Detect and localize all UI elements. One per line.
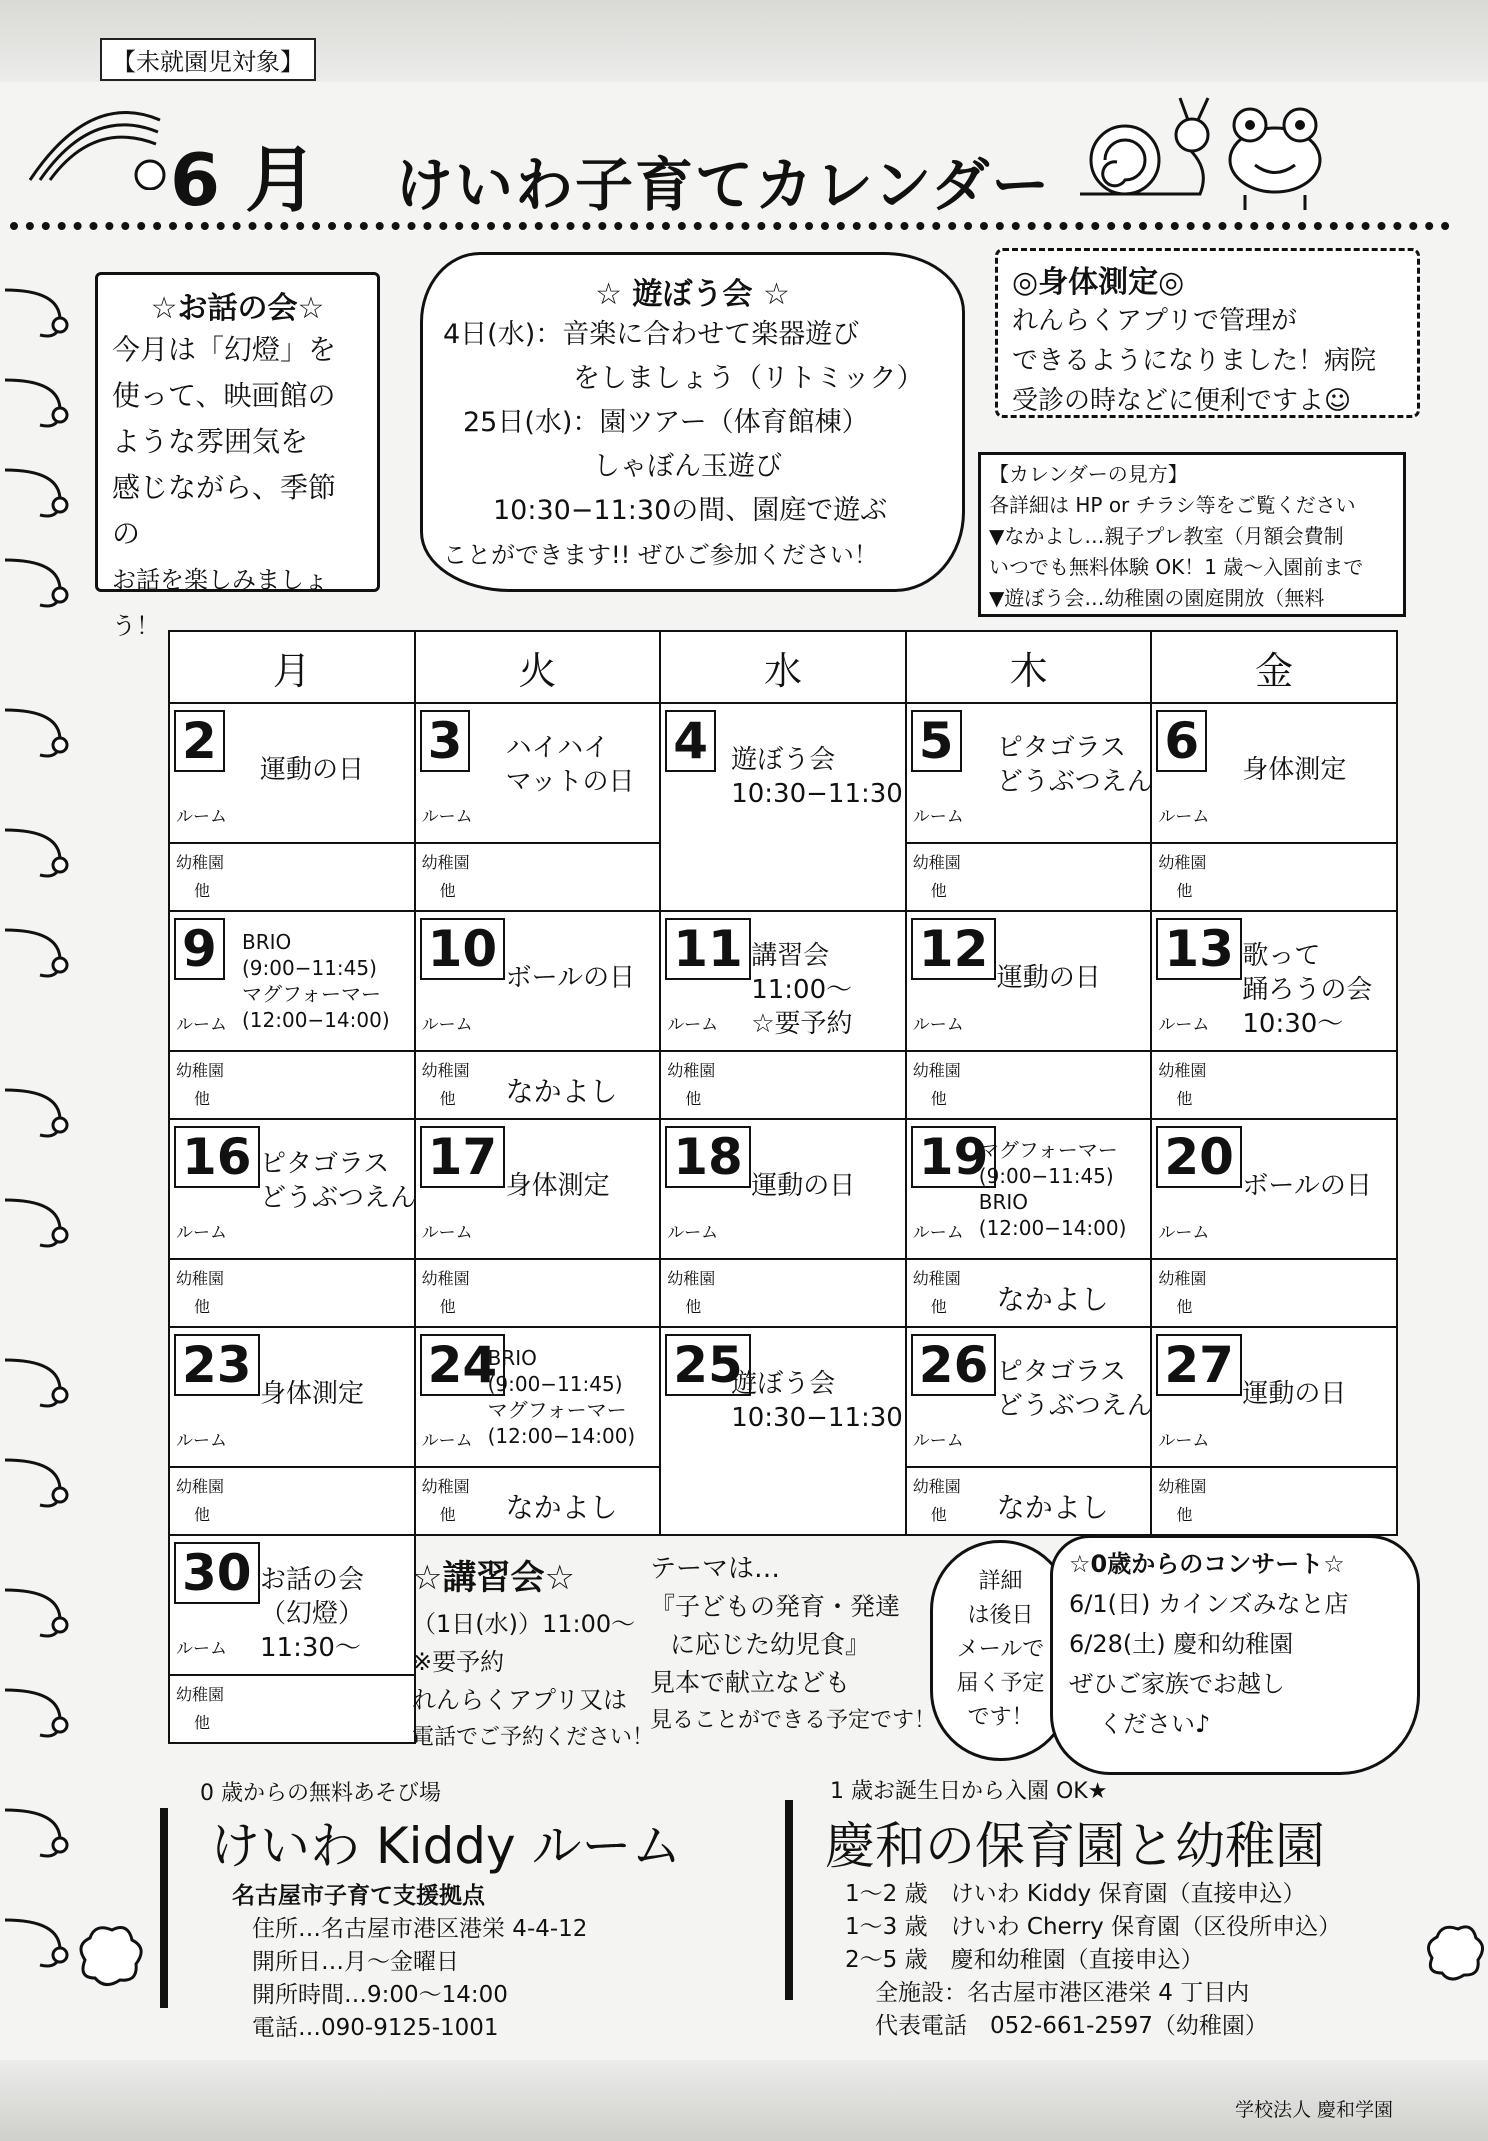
room-label: ルーム	[1158, 1223, 1210, 1243]
day-bottom-event: なかよし	[505, 1075, 618, 1108]
legend-title: 【カレンダーの見方】	[989, 462, 1188, 486]
room-label: ルーム	[176, 1639, 227, 1659]
kindergarten-line: 1〜3 歳 けいわ Cherry 保育園（区役所申込）	[845, 1914, 1342, 1940]
day-number: 10	[420, 918, 506, 980]
day-event: ボールの日	[1242, 1171, 1372, 1201]
day-bottom	[907, 1466, 1151, 1534]
calendar-day-cell	[660, 1327, 906, 1535]
other-label: 他	[194, 1297, 211, 1316]
kinder-label: 幼稚園	[912, 1477, 961, 1496]
day-top	[661, 912, 905, 1050]
weekday-header: 火	[415, 631, 661, 703]
day-number: 25	[665, 1334, 751, 1396]
other-label: 他	[685, 1297, 702, 1316]
kinder-label: 幼稚園	[1158, 1061, 1207, 1080]
day-event: ピタゴラス	[996, 733, 1127, 763]
room-label: ルーム	[912, 1223, 964, 1243]
kinder-label: 幼稚園	[1158, 853, 1207, 872]
theme-line: に応じた幼児食』	[670, 1630, 871, 1659]
day-top	[416, 1328, 660, 1466]
day-event: (12:00−14:00)	[487, 1424, 636, 1448]
day-bottom	[661, 1258, 905, 1326]
calendar-day-cell	[906, 1119, 1152, 1327]
day-number: 2	[174, 710, 225, 772]
concert-line: 6/1(日) カインズみなと店	[1069, 1590, 1349, 1618]
weekday-header: 木	[906, 631, 1152, 703]
kinder-label: 幼稚園	[912, 1269, 961, 1288]
room-label: ルーム	[912, 1431, 964, 1451]
target-tag: 【未就園児対象】	[100, 38, 316, 81]
day-bottom	[170, 842, 414, 910]
room-label: ルーム	[421, 1223, 473, 1243]
calendar-legend	[978, 452, 1406, 617]
day-bottom	[1152, 842, 1396, 910]
room-label: ルーム	[1158, 1431, 1210, 1451]
kindergarten-info	[845, 1878, 1341, 2043]
calendar-day-cell	[415, 911, 661, 1119]
day-top	[170, 912, 414, 1050]
lecture-line: （1日(水)）11:00〜	[412, 1610, 636, 1638]
day-event: 10:30〜	[1242, 1009, 1344, 1039]
kinder-label: 幼稚園	[176, 1269, 225, 1288]
day-event: どうぶつえん	[996, 1391, 1153, 1421]
story-line: ような雰囲気を	[112, 425, 309, 458]
lecture-block	[412, 1550, 662, 1757]
calendar-day-cell	[1151, 911, 1397, 1119]
kinder-label: 幼稚園	[912, 853, 961, 872]
room-label: ルーム	[176, 1015, 227, 1035]
kinder-label: 幼稚園	[667, 1269, 716, 1288]
kinder-label: 幼稚園	[421, 853, 470, 872]
day-top	[416, 1120, 660, 1258]
other-label: 他	[439, 1297, 456, 1316]
day-number: 20	[1156, 1126, 1242, 1188]
day-event: マグフォーマー	[487, 1398, 627, 1422]
day-event: どうぶつえん	[260, 1183, 417, 1213]
kindergarten-title: 慶和の保育園と幼稚園	[825, 1817, 1325, 1875]
asobo-line: をしましょう（リトミック）	[573, 363, 924, 394]
day-bottom	[170, 1674, 414, 1742]
kinder-label: 幼稚園	[1158, 1477, 1207, 1496]
day-top	[170, 1536, 414, 1674]
flower-icon	[1420, 1920, 1488, 1990]
other-label: 他	[194, 881, 211, 900]
rainbow-icon	[20, 80, 170, 190]
other-label: 他	[194, 1713, 211, 1732]
calendar-day-cell	[169, 1119, 415, 1327]
kinder-label: 幼稚園	[1158, 1269, 1207, 1288]
kindergarten-accent-bar	[785, 1800, 793, 2000]
day-bottom	[1152, 1258, 1396, 1326]
day-number: 3	[420, 710, 471, 772]
calendar-day-cell	[415, 703, 661, 911]
day-event: (9:00−11:45)	[487, 1372, 623, 1396]
day-event: BRIO	[978, 1190, 1029, 1214]
other-label: 他	[930, 1089, 947, 1108]
day-bottom	[170, 1258, 414, 1326]
room-label: ルーム	[421, 807, 473, 827]
day-bottom	[170, 1466, 414, 1534]
page-title: けいわ子育てカレンダー	[395, 151, 1052, 219]
day-top	[661, 1120, 905, 1258]
day-event: (12:00−14:00)	[242, 1008, 390, 1032]
calendar-day-cell	[1151, 1327, 1397, 1535]
other-label: 他	[1176, 1505, 1193, 1524]
day-event: マットの日	[505, 767, 635, 797]
room-label: ルーム	[176, 807, 227, 827]
other-label: 他	[1176, 881, 1193, 900]
day-number: 12	[911, 918, 997, 980]
day-top	[907, 912, 1151, 1050]
other-label: 他	[194, 1089, 211, 1108]
day-number: 18	[665, 1126, 751, 1188]
day-number: 24	[420, 1334, 506, 1396]
weekday-header: 月	[169, 631, 415, 703]
kindergarten-subtitle: 1 歳お誕生日から入園 OK★	[830, 1779, 1108, 1804]
calendar-day-cell	[169, 1327, 415, 1535]
kiddy-info	[232, 1880, 587, 2045]
day-event: 身体測定	[260, 1379, 365, 1409]
dotted-divider	[10, 222, 1450, 230]
day-top	[661, 1328, 905, 1534]
day-bottom	[661, 1050, 905, 1118]
day-number: 30	[174, 1542, 260, 1604]
day-top	[1152, 912, 1396, 1050]
kiddy-line: 電話…090-9125-1001	[252, 2015, 499, 2041]
other-label: 他	[1176, 1297, 1193, 1316]
day-top	[170, 704, 414, 842]
concert-title: ☆0歳からのコンサート☆	[1069, 1550, 1345, 1578]
kinder-label: 幼稚園	[176, 1061, 225, 1080]
day-event: 講習会	[751, 941, 830, 971]
day-event: (9:00−11:45)	[978, 1164, 1114, 1188]
day-event: お話の会	[260, 1565, 365, 1595]
day-number: 5	[911, 710, 962, 772]
day-top	[1152, 1328, 1396, 1466]
kinder-label: 幼稚園	[176, 1477, 225, 1496]
room-label: ルーム	[1158, 807, 1210, 827]
calendar-day-cell	[1151, 1119, 1397, 1327]
measure-line: れんらくアプリで管理が	[1012, 306, 1297, 336]
detail-line: メールで	[956, 1637, 1045, 1662]
day-event: 身体測定	[1242, 755, 1347, 785]
day-event: (9:00−11:45)	[242, 956, 377, 980]
room-label: ルーム	[667, 1223, 719, 1243]
other-label: 他	[439, 881, 456, 900]
title-month: 6 月	[170, 138, 318, 222]
room-label: ルーム	[421, 1431, 473, 1451]
day-number: 23	[174, 1334, 260, 1396]
calendar-week-row	[169, 1119, 1397, 1327]
day-bottom-event: なかよし	[996, 1283, 1109, 1316]
day-event: 運動の日	[1242, 1379, 1347, 1409]
day-bottom	[907, 1258, 1151, 1326]
day-event: マグフォーマー	[978, 1138, 1118, 1162]
room-label: ルーム	[421, 1015, 473, 1035]
story-line: 感じながら、季節の	[112, 471, 337, 550]
calendar-week-row	[169, 911, 1397, 1119]
calendar-day-cell	[1151, 703, 1397, 911]
day-top	[1152, 704, 1396, 842]
day-event: 歌って	[1242, 941, 1321, 971]
calendar-day-cell	[415, 1119, 661, 1327]
day-bottom	[416, 1466, 660, 1534]
calendar-week-row	[169, 703, 1397, 911]
day-top	[170, 1328, 414, 1466]
day-top	[907, 704, 1151, 842]
day-event: 身体測定	[505, 1171, 610, 1201]
day-bottom	[907, 842, 1151, 910]
asobo-line: 4日(水)：音楽に合わせて楽器遊び	[443, 319, 860, 350]
calendar-day-cell	[660, 1119, 906, 1327]
calendar-day-cell	[906, 911, 1152, 1119]
day-top	[1152, 1120, 1396, 1258]
other-label: 他	[685, 1089, 702, 1108]
day-bottom	[416, 842, 660, 910]
calendar-day-cell	[415, 1327, 661, 1535]
footer-org: 学校法人 慶和学園	[1235, 2099, 1394, 2121]
kiddy-line: 住所…名古屋市港区港栄 4-4-12	[252, 1916, 588, 1942]
concert-line: ぜひご家族でお越し	[1069, 1670, 1285, 1698]
calendar-day-cell	[906, 703, 1152, 911]
day-bottom	[416, 1258, 660, 1326]
story-line: 今月は「幻燈」を	[112, 333, 337, 366]
day-number: 13	[1156, 918, 1242, 980]
day-event: (12:00−14:00)	[978, 1216, 1127, 1240]
asobo-line: ことができます!! ぜひご参加ください！	[443, 541, 878, 569]
day-event: 運動の日	[260, 755, 365, 785]
story-box	[95, 272, 380, 640]
day-number: 16	[174, 1126, 260, 1188]
asobo-line: 10:30−11:30の間、園庭で遊ぶ	[493, 495, 888, 526]
weekday-header: 水	[660, 631, 906, 703]
calendar-day-cell	[169, 911, 415, 1119]
day-event: ピタゴラス	[260, 1149, 390, 1179]
legend-line: 各詳細は HP or チラシ等をご覧ください	[989, 493, 1356, 517]
lecture-title: ☆講習会☆	[412, 1558, 575, 1598]
day-event: ピタゴラス	[996, 1357, 1127, 1387]
kindergarten-line: 2〜5 歳 慶和幼稚園（直接申込）	[845, 1947, 1204, 1973]
flower-icon	[70, 1920, 150, 1990]
frog-icon	[1215, 100, 1335, 220]
kindergarten-line: 全施設：名古屋市港区港栄 4 丁目内	[875, 1980, 1250, 2006]
story-title: ☆お話の会☆	[150, 291, 325, 326]
room-label: ルーム	[912, 1015, 964, 1035]
asobo-line: 25日(水)：園ツアー（体育館棟）	[463, 407, 869, 438]
concert-line: ください♪	[1099, 1710, 1211, 1738]
calendar-day-cell	[906, 1327, 1152, 1535]
day-event: ハイハイ	[505, 733, 610, 763]
story-line: 使って、映画館の	[112, 379, 336, 412]
day-event: どうぶつえん	[996, 767, 1153, 797]
measure-line: 受診の時などに便利ですよ☺	[1012, 386, 1352, 416]
detail-line: 届く予定	[956, 1671, 1045, 1696]
day-event: マグフォーマー	[242, 982, 381, 1006]
detail-line: です！	[967, 1705, 1034, 1730]
theme-line: テーマは…	[650, 1554, 781, 1584]
day-event: 遊ぼう会	[731, 1369, 836, 1399]
asobo-box	[420, 252, 965, 592]
day-number: 26	[911, 1334, 997, 1396]
day-event: 運動の日	[996, 963, 1101, 993]
room-label: ルーム	[176, 1431, 227, 1451]
day-event: 踊ろうの会	[1242, 975, 1373, 1005]
day-number: 17	[420, 1126, 506, 1188]
kiddy-title: けいわ Kiddy ルーム	[210, 1817, 682, 1875]
day-top	[416, 704, 660, 842]
day-top	[170, 1120, 417, 1258]
calendar-day-cell	[169, 703, 415, 911]
day-top	[661, 704, 905, 910]
other-label: 他	[930, 1297, 947, 1316]
day-event: 11:00〜	[751, 975, 853, 1005]
detail-line: 詳細	[978, 1569, 1023, 1594]
legend-line: ▼なかよし…親子プレ教室（月額会費制	[989, 524, 1344, 548]
kiddy-line: 名古屋市子育て支援拠点	[232, 1883, 485, 1909]
spiral-binding-icon	[0, 270, 90, 2050]
room-label: ルーム	[912, 807, 964, 827]
calendar-day-cell	[660, 911, 906, 1119]
day-top	[907, 1120, 1151, 1258]
kinder-label: 幼稚園	[176, 853, 225, 872]
day-event: BRIO	[487, 1346, 537, 1370]
day-bottom-event: なかよし	[505, 1491, 618, 1524]
other-label: 他	[1176, 1089, 1193, 1108]
other-label: 他	[194, 1505, 211, 1524]
kinder-label: 幼稚園	[176, 1685, 225, 1704]
day-top	[907, 1328, 1151, 1466]
day-bottom	[416, 1050, 660, 1118]
day-event: 10:30−11:30	[731, 1403, 903, 1433]
day-event: 運動の日	[751, 1171, 856, 1201]
calendar-day-cell	[660, 703, 906, 911]
day-number: 9	[174, 918, 225, 980]
day-event: ☆要予約	[751, 1009, 853, 1039]
day-event: 10:30−11:30	[731, 779, 903, 809]
day-bottom	[1152, 1050, 1396, 1118]
day-number: 19	[911, 1126, 997, 1188]
kinder-label: 幼稚園	[421, 1269, 470, 1288]
room-label: ルーム	[176, 1223, 227, 1243]
day-event: 遊ぼう会	[731, 745, 836, 775]
kindergarten-line: 代表電話 052-661-2597（幼稚園）	[875, 2013, 1268, 2039]
other-label: 他	[930, 881, 947, 900]
calendar-day-cell	[169, 1535, 415, 1743]
day-number: 27	[1156, 1334, 1242, 1396]
lecture-line: れんらくアプリ又は	[412, 1686, 628, 1714]
legend-line: ▼遊ぼう会…幼稚園の園庭開放（無料	[989, 586, 1325, 610]
room-label: ルーム	[1158, 1015, 1210, 1035]
theme-block	[650, 1550, 950, 1740]
legend-line: いつでも無料体験 OK！1 歳〜入園前まで	[989, 555, 1364, 579]
kinder-label: 幼稚園	[667, 1061, 716, 1080]
weekday-header: 金	[1151, 631, 1397, 703]
story-line: お話を楽しみましょう！	[112, 566, 328, 640]
day-event: BRIO	[242, 930, 292, 954]
day-bottom	[1152, 1466, 1396, 1534]
kinder-label: 幼稚園	[912, 1061, 961, 1080]
other-label: 他	[930, 1505, 947, 1524]
day-bottom-event: なかよし	[996, 1491, 1109, 1524]
other-label: 他	[439, 1089, 456, 1108]
concert-box	[1050, 1535, 1420, 1775]
lecture-line: ※要予約	[412, 1648, 505, 1676]
day-event: （幻燈）	[260, 1599, 365, 1629]
snail-icon	[1070, 90, 1220, 200]
theme-line: 見本で献立なども	[650, 1668, 851, 1697]
room-label: ルーム	[667, 1015, 719, 1035]
day-top	[416, 912, 660, 1050]
day-bottom	[907, 1050, 1151, 1118]
kinder-label: 幼稚園	[421, 1477, 470, 1496]
calendar-week-row	[169, 1327, 1397, 1535]
day-number: 4	[665, 710, 716, 772]
kiddy-accent-bar	[160, 1808, 168, 2008]
asobo-line: しゃぼん玉遊び	[593, 451, 782, 482]
measure-box	[995, 248, 1420, 418]
measure-title: ◎身体測定◎	[1012, 265, 1185, 300]
day-bottom	[170, 1050, 414, 1118]
detail-line: は後日	[967, 1603, 1034, 1628]
day-number: 11	[665, 918, 751, 980]
measure-line: できるようになりました！病院	[1012, 346, 1377, 376]
concert-line: 6/28(土) 慶和幼稚園	[1069, 1630, 1294, 1658]
day-event: 11:30〜	[260, 1633, 361, 1663]
theme-line: 『子どもの発育・発達	[650, 1592, 901, 1621]
day-event: ボールの日	[505, 963, 636, 993]
kiddy-line: 開所日…月〜金曜日	[252, 1949, 459, 1975]
day-number: 6	[1156, 710, 1207, 772]
kinder-label: 幼稚園	[421, 1061, 470, 1080]
kiddy-line: 開所時間…9:00〜14:00	[252, 1982, 508, 2008]
kiddy-subtitle: 0 歳からの無料あそび場	[200, 1781, 441, 1806]
lecture-line: 電話でご予約ください！	[412, 1725, 655, 1750]
asobo-title: ☆ 遊ぼう会 ☆	[595, 277, 790, 312]
other-label: 他	[439, 1505, 456, 1524]
theme-line: 見ることができる予定です！	[650, 1708, 937, 1733]
kindergarten-line: 1〜2 歳 けいわ Kiddy 保育園（直接申込）	[845, 1881, 1306, 1907]
